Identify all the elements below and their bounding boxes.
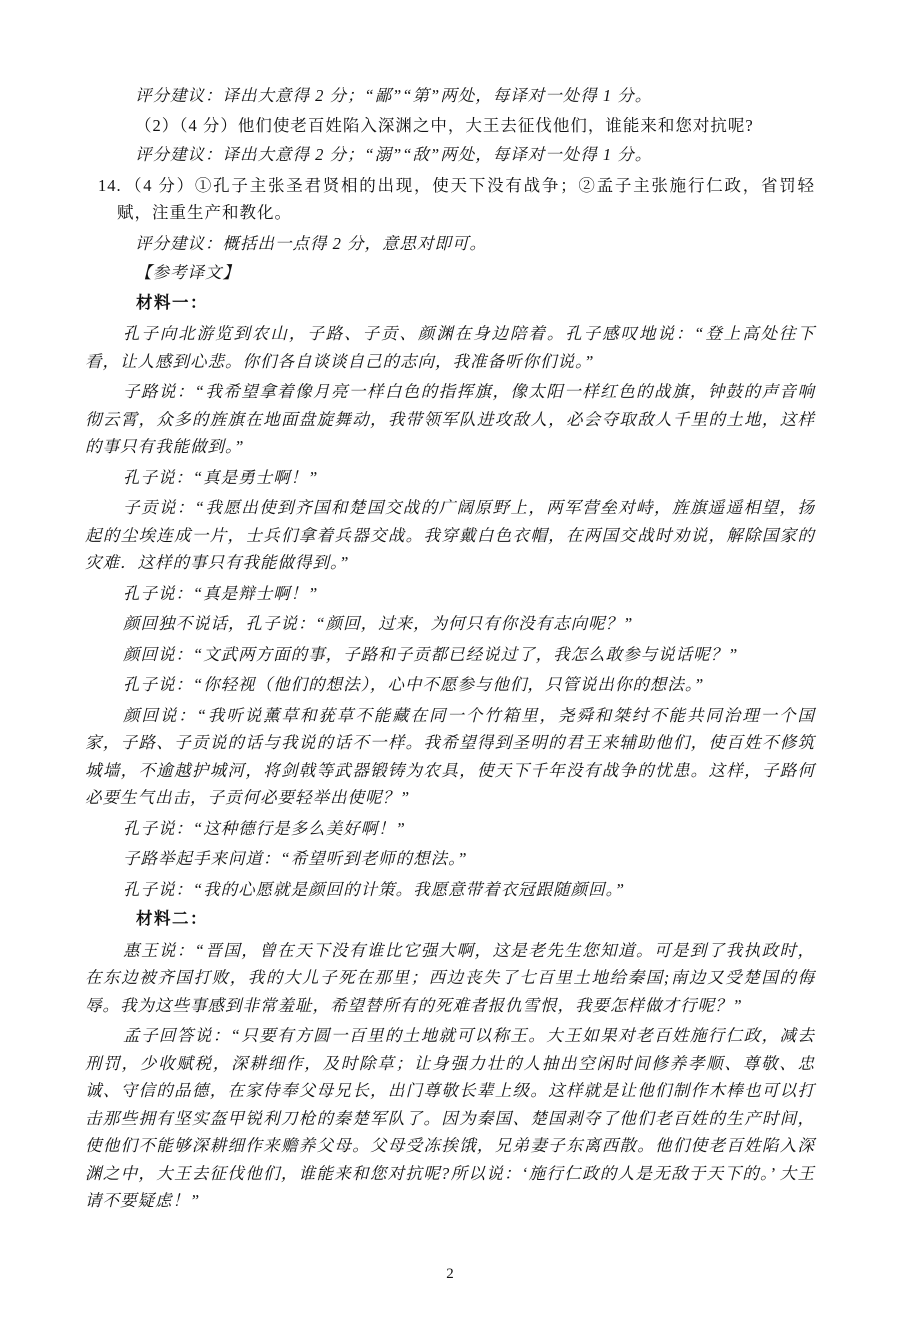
translation-paragraph: 颜回说：“文武两方面的事，子路和子贡都已经说过了，我怎么敢参与说话呢？”	[123, 644, 739, 664]
scoring-note-2: 评分建议：译出大意得 2 分；“溺”“敌”两处，每译对一处得 1 分。	[135, 145, 653, 164]
translation-paragraph: 子路举起手来问道：“希望听到老师的想法。”	[123, 849, 468, 868]
material-2-label: 材料二：	[136, 910, 208, 928]
translation-paragraph: 惠王说：“晋国，曾在天下没有谁比它强大啊，这是老先生您知道。可是到了我执政时，在东边被齐国打败，我的大儿子死在那里；西边丧失了七百里土地给秦国;南边又受楚国的侮辱。我为这些事感到非常羞耻，希望替所有的死难者报仇雪恨，我要怎样做才行呢？”	[85, 940, 815, 1015]
question-14-answer-text: （4 分）①孔子主张圣君贤相的出现，使天下没有战争；②孟子主张施行仁政，省罚轻赋，注重生产和教化。	[117, 175, 815, 222]
translation-paragraph: 孔子说：“你轻视（他们的想法），心中不愿参与他们，只管说出你的想法。”	[123, 675, 705, 694]
scoring-note-3: 评分建议：概括出一点得 2 分，意思对即可。	[135, 233, 487, 253]
translation-paragraph: 子贡说：“我愿出使到齐国和楚国交战的广阔原野上，两军营垒对峙，旌旗遥遥相望，扬起的尘埃连成一片，士兵们拿着兵器交战。我穿戴白色衣帽，在两国交战时劝说，解除国家的灾难．这样的事只有我能做得到。”	[85, 498, 815, 572]
page-number: 2	[446, 1266, 454, 1282]
document-content	[85, 80, 815, 1218]
sub-answer-2: （2）（4 分）他们使老百姓陷入深渊之中，大王去征伐他们，谁能来和您对抗呢?	[135, 115, 754, 135]
translation-paragraph: 孔子说：“真是辩士啊！”	[123, 583, 319, 603]
scoring-note-1: 评分建议：译出大意得 2 分；“鄙”“第”两处，每译对一处得 1 分。	[135, 86, 653, 105]
translation-paragraph: 颜回说：“我听说薰草和莸草不能藏在同一个竹箱里，尧舜和桀纣不能共同治理一个国家，子路、子贡说的话与我说的话不一样。我希望得到圣明的君王来辅助他们，使百姓不修筑城墙，不逾越护城河，将剑戟等武器锻铸为农具，使天下千年没有战争的忧患。这样，子路何必要生气出击，子贡何必要轻举出使呢？”	[85, 705, 815, 807]
reference-translation-header: 【参考译文】	[135, 263, 240, 282]
question-14-number: 14.	[98, 175, 122, 195]
translation-paragraph: 孟子回答说：“只要有方圆一百里的土地就可以称王。大王如果对老百姓施行仁政，减去刑罚，少收赋税，深耕细作，及时除草；让身强力壮的人抽出空闲时间修养孝顺、尊敬、忠诚、守信的品德，在家侍奉父母兄长，出门尊敬长辈上级。这样就是让他们制作木棒也可以打击那些拥有坚实盔甲锐利刀枪的秦楚军队了。因为秦国、楚国剥夺了他们老百姓的生产时间，使他们不能够深耕细作来赡养父母。父母受冻挨饿，兄弟妻子东离西散。他们使老百姓陷入深渊之中，大王去征伐他们，谁能来和您对抗呢?所以说：‘施行仁政的人是无敌于天下的。’ 大王请不要疑虑！”	[85, 1026, 815, 1210]
translation-paragraph: 子路说：“我希望拿着像月亮一样白色的指挥旗，像太阳一样红色的战旗，钟鼓的声音响彻云霄，众多的旌旗在地面盘旋舞动，我带领军队进攻敌人，必会夺取敌人千里的土地，这样的事只有我能做到。”	[85, 382, 815, 456]
translation-paragraph: 孔子说：“真是勇士啊！”	[123, 467, 319, 487]
question-14-answer	[85, 172, 815, 227]
material-1-label: 材料一：	[136, 293, 208, 312]
translation-paragraph: 孔子说：“这种德行是多么美好啊！”	[123, 818, 406, 838]
translation-paragraph: 孔子向北游览到农山，子路、子贡、颜渊在身边陪着。孔子感叹地说：“登上高处往下看，让人感到心悲。你们各自谈谈自己的志向，我准备听你们说。”	[85, 324, 815, 371]
translation-paragraph: 颜回独不说话，孔子说：“颜回，过来，为何只有你没有志向呢？”	[123, 614, 634, 633]
translation-paragraph: 孔子说：“我的心愿就是颜回的计策。我愿意带着衣冠跟随颜回。”	[123, 879, 626, 899]
